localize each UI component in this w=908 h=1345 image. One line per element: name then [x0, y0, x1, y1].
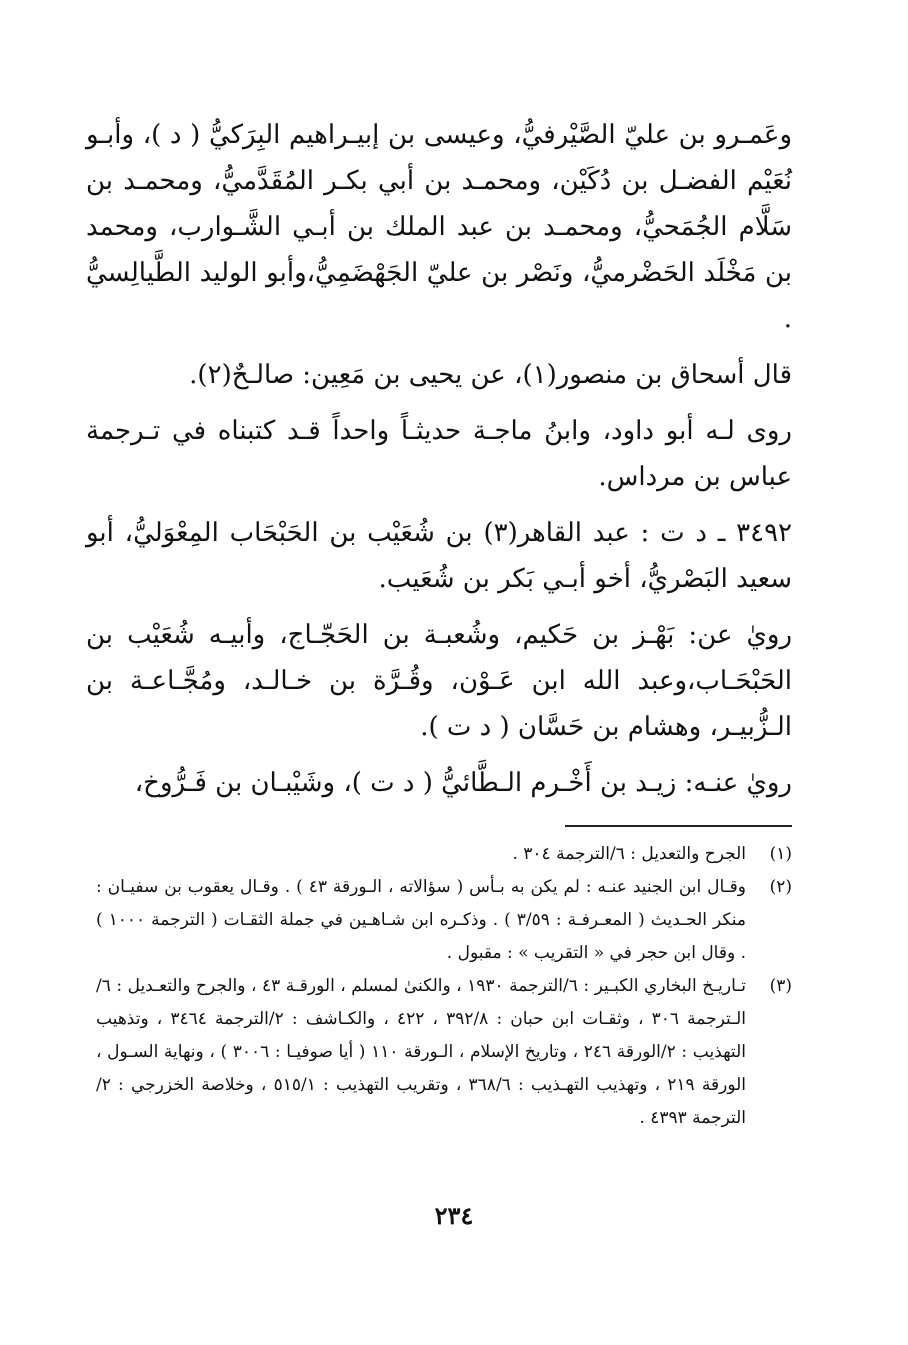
footnote-number: (٣)	[769, 976, 792, 996]
footnote-number: (١)	[769, 844, 792, 864]
footnote-2	[96, 871, 792, 970]
paragraph-narrated-from: رويٰ عن: بَهْـز بن حَكيم، وشُعبـة بن الحَجّـاج، وأبيـه شُعَيْب بن الحَبْحَـاب،وعبد الله ابن عَـوْن، وقُـرَّة بن خـالـد، ومُجَّـاعـة بن الـزُّبيـر، وهشام بن حَسَّان ( د ت ).	[86, 620, 792, 742]
page-number: ٢٣٤	[434, 1201, 474, 1230]
footnote-text: تـاريـخ البخاري الكبـير : ٦/الترجمة ١٩٣٠ ، والكنىٰ لمسلم ، الورقـة ٤٣ ، والجرح والتعـديل : ٦/الـترجمة ٣٠٦ ، وثقـات ابن حبان : ٣٩٢/٨ ، ٤٢٢ ، والكـاشف : ٢/الترجمة ٣٤٦٤ ، وتذهيب التهذيب : ٢/الورقة ٢٤٦ ، وتاريخ الإسلام ، الـورقة ١١٠ ( أيا صوفيـا : ٣٠٠٦ ) ، ونهاية السـول ، الورقة ٢١٩ ، وتهذيب التهـذيب : ٣٦٨/٦ ، وتقريب التهذيب : ٥١٥/١ ، وخلاصة الخزرجي : ٢/الترجمة ٤٣٩٣ .	[96, 976, 747, 1128]
footnotes	[96, 838, 792, 1135]
footnote-text: الجرح والتعديل : ٦/الترجمة ٣٠٤ .	[512, 844, 746, 864]
footnote-3	[96, 970, 792, 1135]
footnote-1	[96, 838, 792, 871]
paragraph-ibn-maeen-quote: قال أسحاق بن منصور(١)، عن يحيى بن مَعِين: صالـحٌ(٢).	[189, 360, 792, 390]
paragraph-narrators-list: وعَمـرو بن عليّ الصَّيْرفيُّ، وعيسى بن إبيـراهيم البِرَكيُّ ( د )، وأبـو نُعَيْم الفضـل بن دُكَيْن، ومحمـد بن أبي بكـر المُقَدَّميُّ، ومحمـد بن سَلَّام الجُمَحيُّ، ومحمـد بن عبد الملك بن أبـي الشَّـوارب، ومحمد بن مَخْلَد الحَضْرميُّ، ونَصْر بن عليّ الجَهْضَمِيُّ،وأبو الوليد الطَّيالِسيُّ .	[86, 120, 793, 334]
main-text	[86, 112, 792, 806]
footnote-text: وقـال ابن الجنيد عنـه : لم يكن به بـأس ( سؤالاته ، الـورقة ٤٣ ) . وقـال يعقوب بن سفيـان : منكر الحـديث ( المعـرفـة : ٣/٥٩ ) . وذكـره ابن شـاهـين في جملة الثقـات ( الترجمة ١٠٠٠ ) . وقال ابن حجر في « التقريب » : مقبول .	[96, 877, 747, 963]
entry-heading-3492: ٣٤٩٢ ـ د ت : عبد القاهر(٣) بن شُعَيْب بن الحَبْحَاب المِعْوَليُّ، أبو سعيد البَصْريُّ، أخو أبـي بَكر بن شُعَيب.	[86, 518, 792, 594]
paragraph-narrated-by-abu-dawud: روى لـه أبو داود، وابنُ ماجـة حديثـاً واحداً قـد كتبناه في تـرجمة عباس بن مرداس.	[86, 416, 792, 492]
paragraph-narrated-by: رويٰ عنـه: زيـد بن أَخْـرم الـطَّائيُّ ( د ت )، وشَيْبـان بن فَـرُّوخ،	[134, 768, 792, 798]
footnote-number: (٢)	[769, 877, 792, 897]
footnote-divider	[565, 825, 792, 827]
